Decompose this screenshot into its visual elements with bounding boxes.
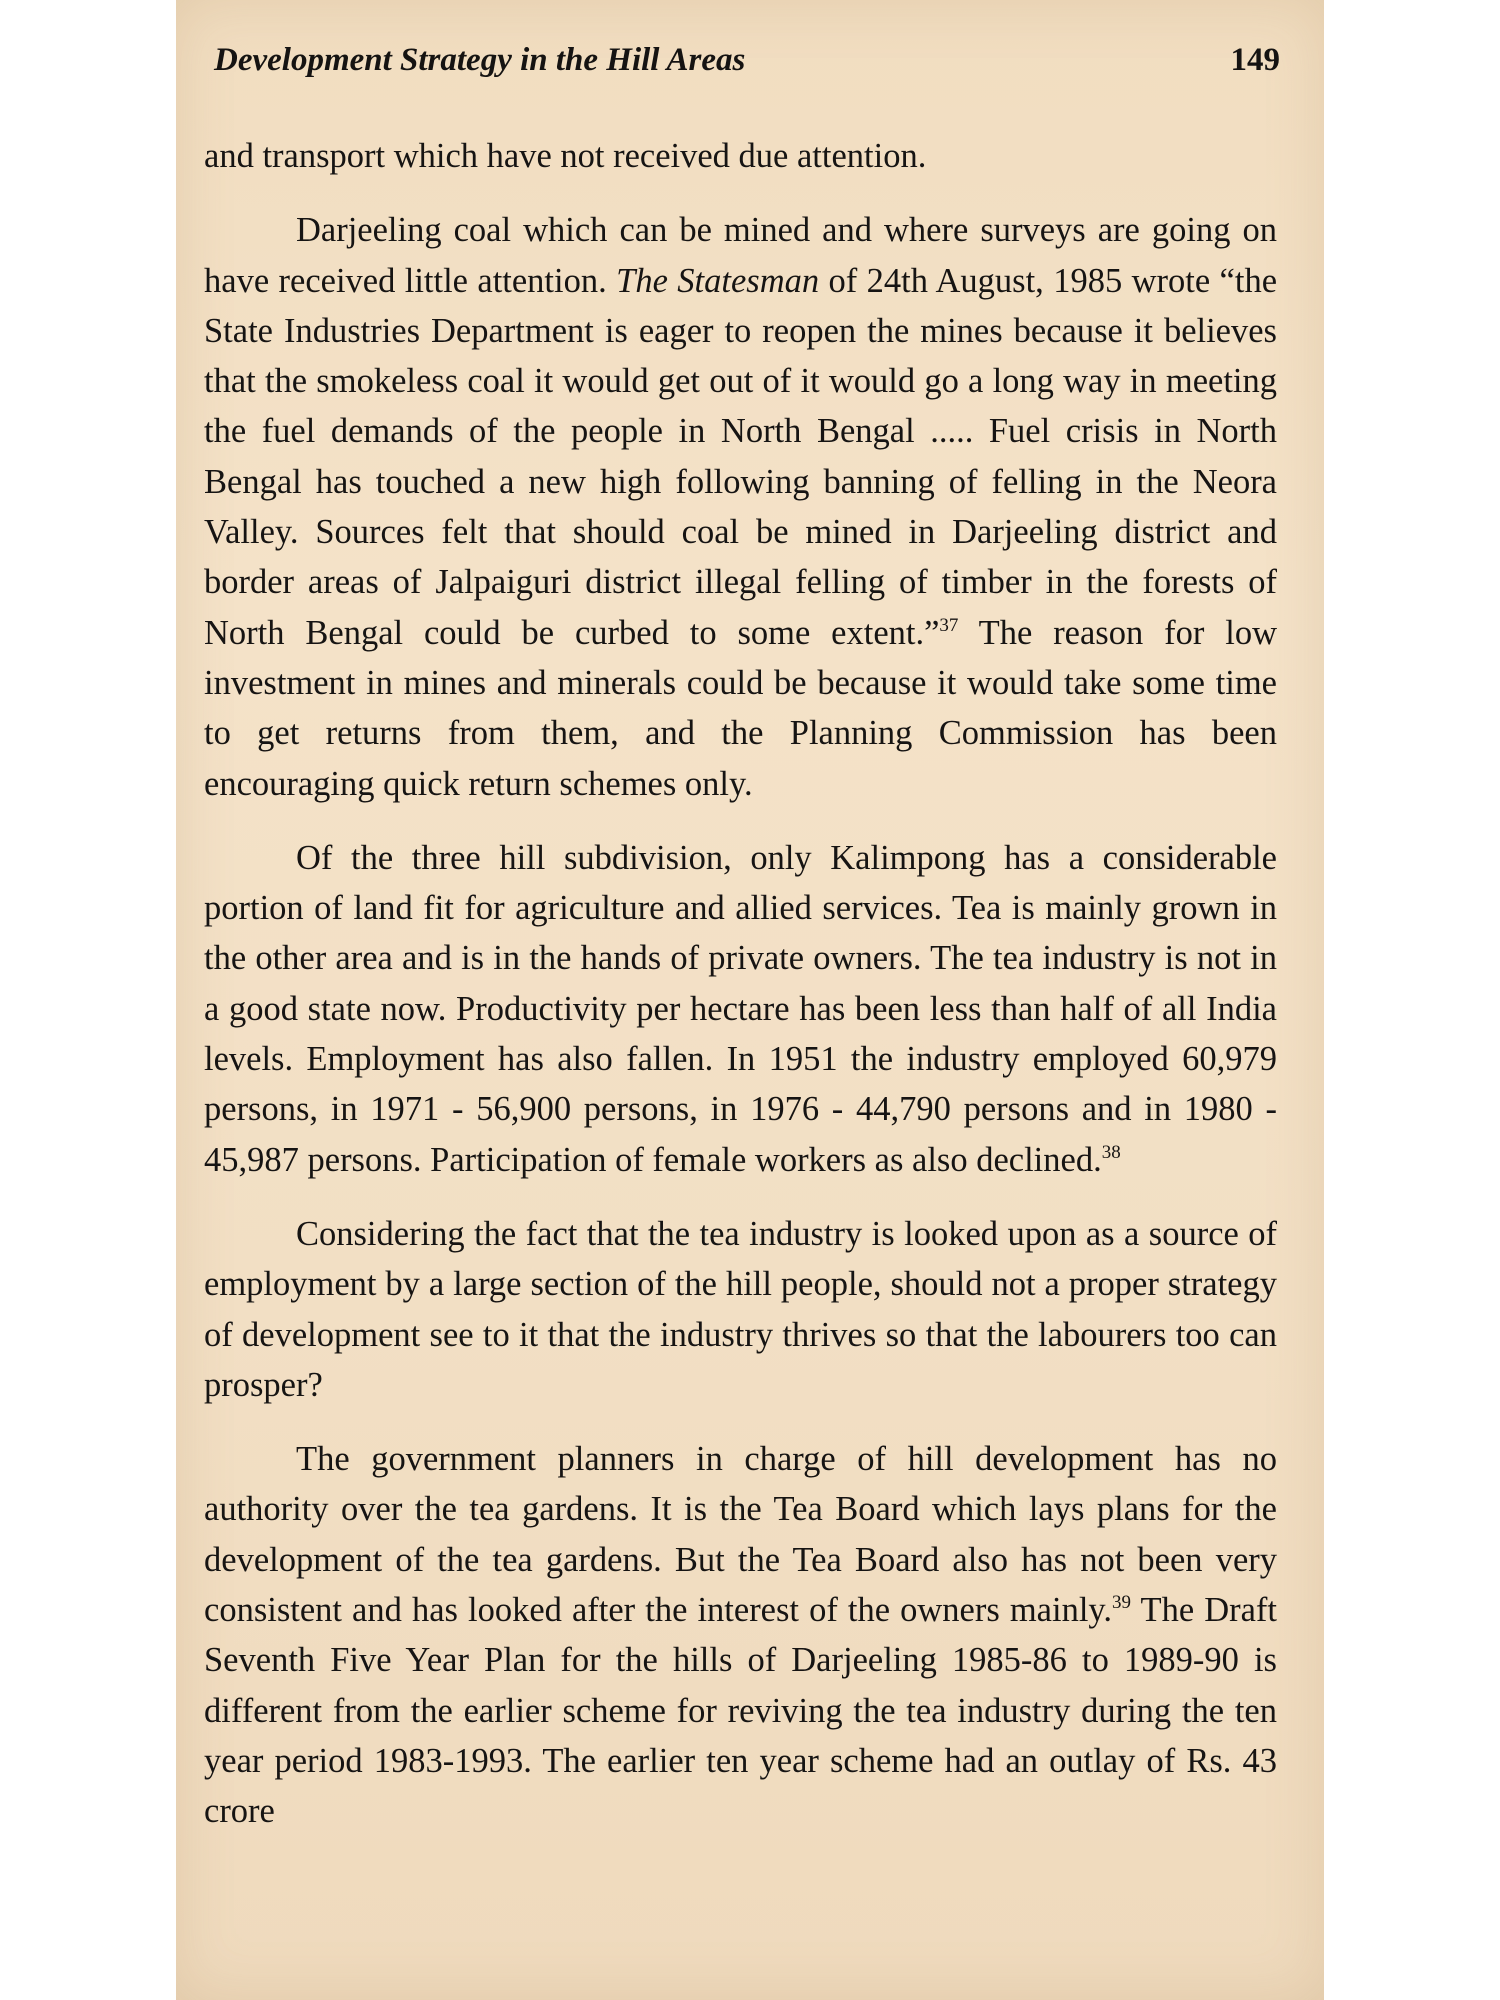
paragraph-darjeeling-coal	[204, 205, 1277, 809]
paragraph-continuation	[204, 131, 1277, 181]
paragraph-tea-employment	[204, 1209, 1277, 1410]
book-page	[176, 0, 1324, 2000]
paragraph-hill-subdivisions	[204, 833, 1277, 1185]
paragraph-text: The government planners in charge of hill development has no authority over the tea gardens. It is the Tea Board which lays plans for the development of the tea gardens. But the Tea Board also has not been very consistent and has looked after the interest of the owners mainly.	[204, 1440, 1277, 1630]
footnote-marker: 39	[1112, 1592, 1132, 1614]
footnote-marker: 37	[939, 614, 959, 636]
paragraph-text: The Draft Seventh Five Year Plan for the hills of Darjeeling 1985-86 to 1989-90 is different from the earlier scheme for reviving the tea industry during the ten year period 1983-1993. The earlier ten year scheme had an outlay of Rs. 43 crore	[204, 1591, 1277, 1831]
paragraph-text: The reason for low investment in mines and minerals could be because it would take some time to get returns from them, and the Planning Commission has been encouraging quick return schemes only.	[204, 613, 1277, 803]
page-header	[214, 42, 1280, 86]
paragraph-text: Considering the fact that the tea industry is looked upon as a source of employment by a large section of the hill people, should not a proper strategy of development see to it that the industry thrives so that the labourers too can prosper?	[204, 1214, 1277, 1404]
paragraph-tea-board	[204, 1434, 1277, 1836]
page-number: 149	[1230, 42, 1280, 78]
running-head: Development Strategy in the Hill Areas	[214, 42, 746, 78]
paragraph-text: Darjeeling coal which can be mined and where surveys are going on have received little attention.	[204, 211, 1277, 300]
newspaper-title: The Statesman	[616, 261, 820, 300]
footnote-marker: 38	[1101, 1141, 1121, 1163]
paragraph-text: Of the three hill subdivision, only Kalimpong has a considerable portion of land fit for agriculture and allied services. Tea is mainly grown in the other area and is in the hands of private owners. The tea industry is not in a good state now. Productivity per hectare has been less than half of all India levels. Employment has also fallen. In 1951 the industry employed 60,979 persons, in 1971 - 56,900 persons, in 1976 - 44,790 persons and in 1980 - 45,987 persons. Participation of female workers as also declined.	[204, 838, 1277, 1179]
paragraph-text: and transport which have not received due attention.	[204, 137, 927, 175]
body-text	[204, 131, 1277, 1837]
paragraph-text: of 24th August, 1985 wrote “the State Industries Department is eager to reopen the mines because it believes that the smokeless coal it would get out of it would go a long way in meeting the fuel demands of the people in North Bengal ..... Fuel crisis in North Bengal has touched a new high following banning of felling in the Neora Valley. Sources felt that should coal be mined in Darjeeling district and border areas of Jalpaiguri district illegal felling of timber in the forests of North Bengal could be curbed to some extent.”	[204, 261, 1278, 652]
